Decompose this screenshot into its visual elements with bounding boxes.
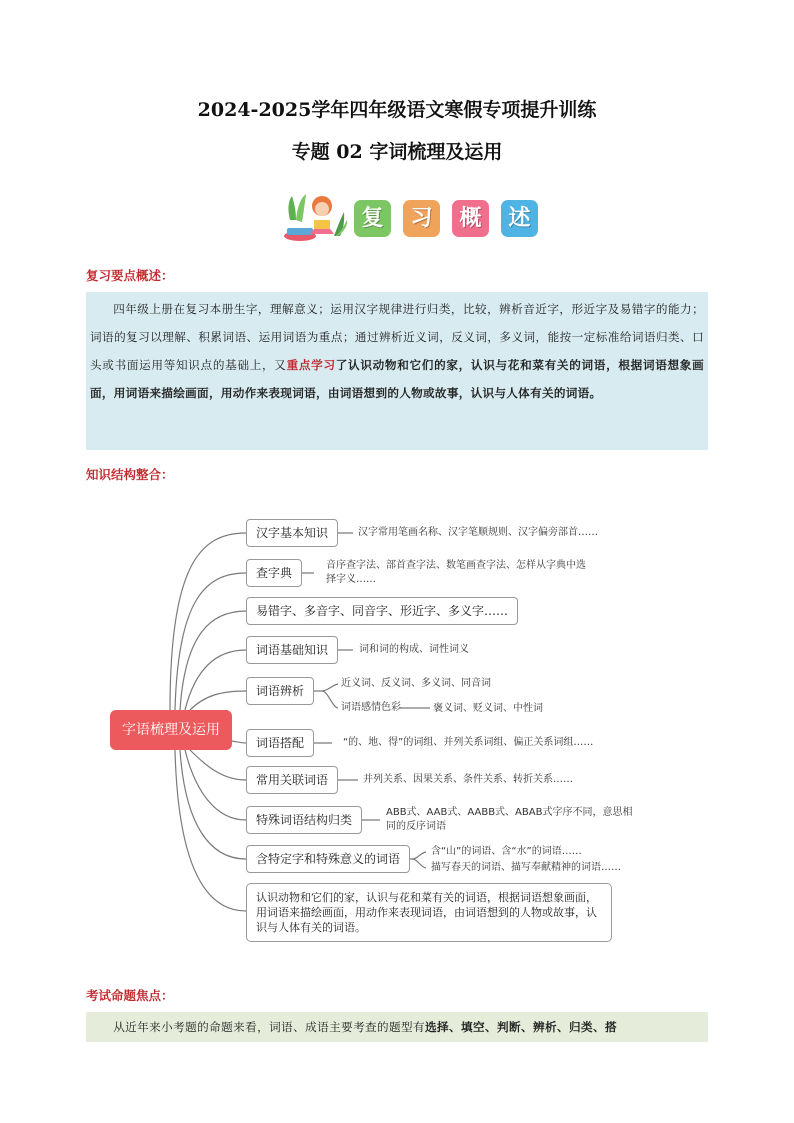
leaf-distinction-types: 近义词、反义词、多义词、同音词 [341, 678, 491, 689]
banner-char-4: 述 [501, 200, 538, 237]
banner-char-1: 复 [354, 200, 391, 237]
node-hanzi-basics: 汉字基本知识 [246, 519, 338, 547]
leaf-special-words-line1: 含“山”的词语、含“水”的词语…… [431, 846, 582, 857]
node-special-meaning-words: 含特定字和特殊意义的词语 [246, 845, 410, 873]
review-overview-banner [282, 190, 544, 242]
overview-paragraph [90, 295, 704, 407]
leaf-praise-derogatory: 褒义词、贬义词、中性词 [433, 703, 543, 714]
overview-box [86, 292, 708, 450]
overview-bold-text: 了认识动物和它们的家，认识与花和菜有关的词语，根据词语想象画面，用词语来描绘画面，用动作来表现词语，由词语想到的人物或故事，认识与人体有关的词语。 [90, 358, 704, 400]
node-summary: 认识动物和它们的家，认识与花和菜有关的词语，根据词语想象画面，用词语来描绘画面，用动作来表现词语，由词语想到的人物或故事，认识与人体有关的词语。 [246, 883, 612, 942]
leaf-dictionary-line1: 音序查字法、部首查字法、数笔画查字法、怎样从字典中选 [326, 560, 586, 571]
exam-bold-text: 选择、填空、判断、辨析、归类、搭 [425, 1020, 617, 1034]
exam-focus-box [86, 1012, 708, 1042]
node-word-basics: 词语基础知识 [246, 636, 338, 664]
leaf-structures-line2: 同的反序词语 [386, 821, 446, 832]
exam-paragraph [90, 1012, 704, 1042]
leaf-dictionary-line2: 择字义…… [326, 574, 376, 585]
leaf-word-basics: 词和词的构成、词性词义 [359, 644, 469, 655]
mind-map-root: 字语梳理及运用 [110, 710, 232, 750]
page-title: 2024-2025学年四年级语文寒假专项提升训练 [197, 99, 597, 121]
leaf-hanzi: 汉字常用笔画名称、汉字笔顺规则、汉字偏旁部首…… [358, 527, 598, 538]
exam-heading: 考试命题焦点： [86, 988, 174, 1003]
leaf-structures-line1: ABB式、AAB式、AABB式、ABAB式字序不同，意思相 [386, 807, 633, 818]
overview-emphasis: 重点学习 [286, 358, 336, 372]
leaf-collocation: “的、地、得”的词组、并列关系词组、偏正关系词组…… [343, 737, 594, 748]
overview-heading: 复习要点概述： [86, 268, 174, 283]
overview-text: 四年级上册在复习本册生字，理解意义；运用汉字规律进行归类，比较，辨析音近字，形近字及易错字的能力；词语的复习以理解、积累词语、运用词语为重点；通过辨析近义词，反义词，多义词，能按一定标准给词语归类、口头或书面运用等知识点的基础上，又 [90, 302, 704, 372]
leaf-special-words-line2: 描写春天的词语、描写奉献精神的词语…… [431, 862, 621, 873]
leaf-conjunctions: 并列关系、因果关系、条件关系、转折关系…… [363, 774, 573, 785]
page-subtitle: 专题 02 字词梳理及运用 [291, 141, 503, 163]
node-dictionary: 查字典 [246, 559, 302, 587]
leaf-emotional-color: 词语感情色彩 [341, 702, 401, 713]
node-special-structures: 特殊词语结构归类 [246, 806, 362, 834]
structure-heading: 知识结构整合： [86, 467, 174, 482]
exam-text: 从近年来小考题的命题来看，词语、成语主要考查的题型有 [113, 1020, 426, 1034]
reading-girl-illustration [282, 190, 348, 242]
node-word-collocation: 词语搭配 [246, 729, 314, 757]
node-confusable-chars: 易错字、多音字、同音字、形近字、多义字…… [246, 597, 518, 625]
node-conjunctions: 常用关联词语 [246, 766, 338, 794]
node-word-distinction: 词语辨析 [246, 677, 314, 705]
mind-map [100, 505, 660, 950]
banner-char-2: 习 [403, 200, 440, 237]
banner-char-3: 概 [452, 200, 489, 237]
